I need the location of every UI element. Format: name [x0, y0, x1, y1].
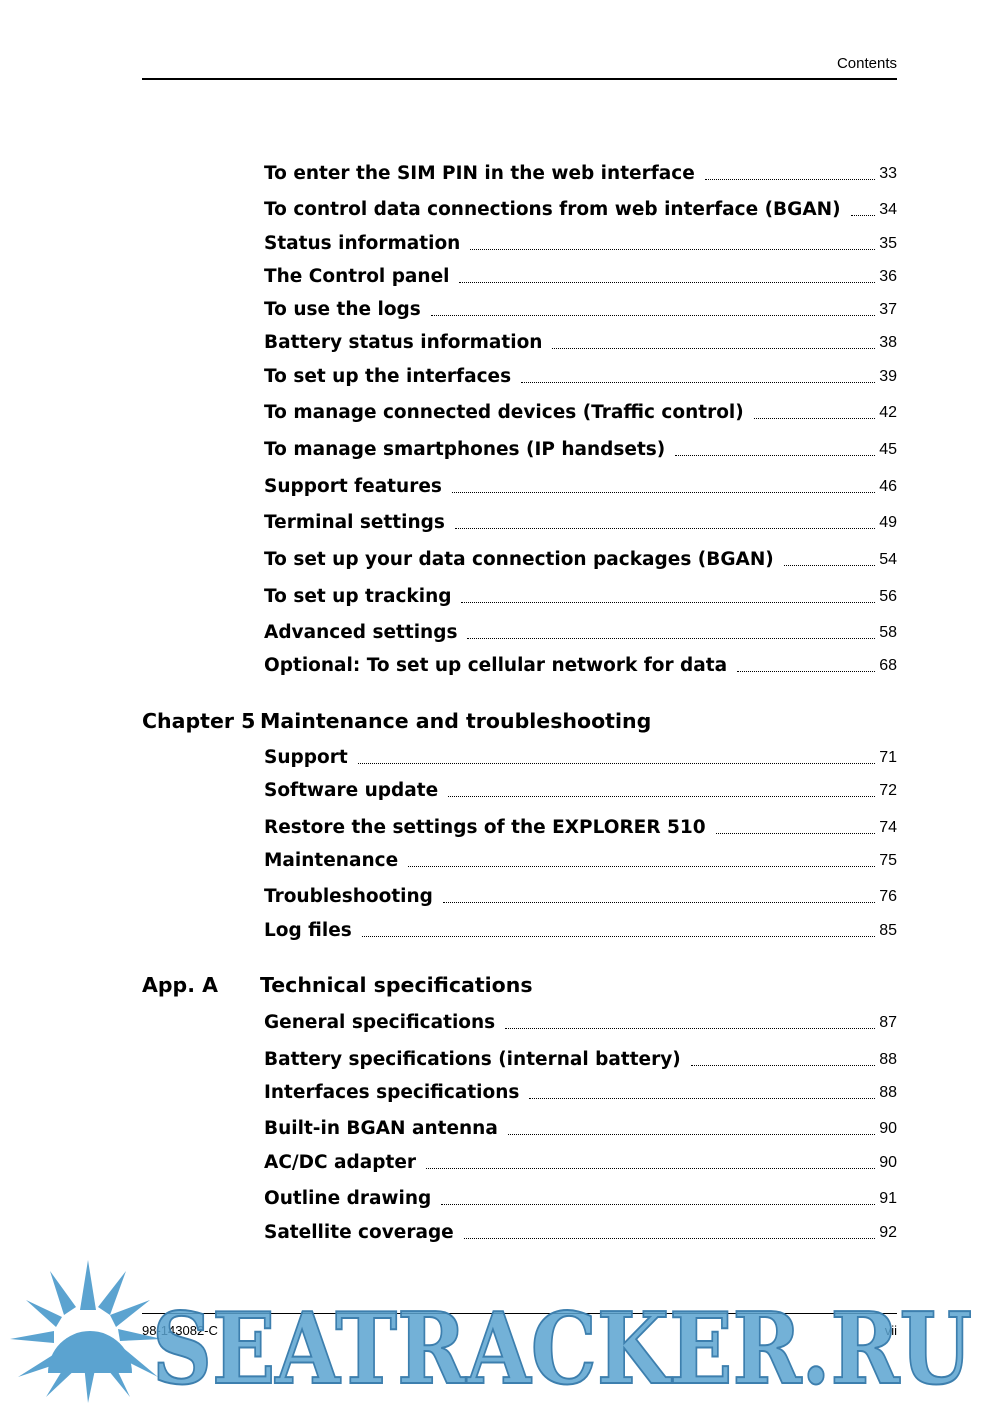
toc-entry-title: Support features [264, 476, 442, 497]
toc-entry-title: The Control panel [264, 266, 450, 287]
toc-entry-page: 49 [879, 514, 897, 531]
toc-entry-page: 74 [879, 819, 897, 836]
toc-entry-title: Built-in BGAN antenna [264, 1118, 498, 1139]
toc-leader-dots [470, 249, 875, 250]
toc-entry-title: Restore the settings of the EXPLORER 510 [264, 817, 706, 838]
toc-leader-dots [716, 833, 876, 834]
toc-entry-page: 46 [879, 478, 897, 495]
toc-leader-dots [737, 671, 875, 672]
toc-entry-page: 76 [879, 888, 897, 905]
toc-leader-dots [459, 282, 875, 283]
toc-entry-page: 35 [879, 235, 897, 252]
toc-leader-dots [464, 1238, 875, 1239]
toc-entry-page: 56 [879, 588, 897, 605]
chapter-label: Chapter 5 [142, 709, 256, 733]
toc-entry-title: Software update [264, 780, 439, 801]
toc-entry-page: 45 [879, 441, 897, 458]
toc-entry-title: To enter the SIM PIN in the web interface [264, 163, 695, 184]
toc-entry-title: AC/DC adapter [264, 1152, 416, 1173]
toc-entry-page: 37 [879, 301, 897, 318]
footer-doc-number: 98-143082-C [142, 1323, 218, 1338]
toc-entry-page: 91 [879, 1190, 897, 1207]
toc-entry[interactable] [264, 161, 897, 185]
toc-entry-title: To use the logs [264, 299, 421, 320]
toc-entry-page: 68 [879, 657, 897, 674]
toc-entry-page: 75 [879, 852, 897, 869]
toc-entry-page: 34 [879, 201, 897, 218]
watermark-logo [0, 1255, 991, 1403]
toc-entry-page: 71 [879, 749, 897, 766]
toc-entry-title: To set up tracking [264, 586, 452, 607]
toc-leader-dots [358, 763, 876, 764]
toc-entry[interactable] [264, 400, 897, 424]
toc-entry-page: 58 [879, 624, 897, 641]
toc-entry-title: Outline drawing [264, 1188, 432, 1209]
toc-leader-dots [455, 528, 875, 529]
toc-leader-dots [443, 902, 875, 903]
toc-leader-dots [784, 565, 875, 566]
toc-leader-dots [448, 796, 875, 797]
toc-entry-title: Log files [264, 920, 352, 941]
toc-entry-page: 87 [879, 1014, 897, 1031]
toc-entry-title: Maintenance [264, 850, 399, 871]
toc-entry-page: 72 [879, 782, 897, 799]
toc-entry-page: 42 [879, 404, 897, 421]
toc-entry[interactable] [264, 1116, 897, 1140]
toc-entry-title: To control data connections from web interface (BGAN) [264, 199, 841, 220]
toc-entry[interactable] [264, 231, 897, 255]
toc-entry[interactable] [264, 547, 897, 571]
toc-entry-page: 38 [879, 334, 897, 351]
footer-page-number: vii [884, 1323, 897, 1338]
toc-entry[interactable] [264, 364, 897, 388]
chapter-label: App. A [142, 973, 219, 997]
toc-entry-title: To manage connected devices (Traffic control) [264, 402, 744, 423]
toc-leader-dots [754, 418, 875, 419]
toc-entry[interactable] [264, 437, 897, 461]
toc-entry-title: Satellite coverage [264, 1222, 454, 1243]
chapter-title: Technical specifications [260, 973, 533, 997]
toc-entry-page: 39 [879, 368, 897, 385]
chapter-title: Maintenance and troubleshooting [260, 709, 652, 733]
toc-leader-dots [552, 348, 875, 349]
toc-entry-page: 54 [879, 551, 897, 568]
toc-entry[interactable] [264, 1186, 897, 1210]
toc-entry-page: 36 [879, 268, 897, 285]
toc-entry[interactable] [264, 510, 897, 534]
toc-leader-dots [521, 382, 875, 383]
toc-entry[interactable] [264, 330, 897, 354]
toc-entry-title: Troubleshooting [264, 886, 433, 907]
toc-entry-title: To set up your data connection packages (BGAN) [264, 549, 774, 570]
toc-entry[interactable] [264, 815, 897, 839]
toc-leader-dots [452, 492, 875, 493]
toc-entry[interactable] [264, 1150, 897, 1174]
toc-entry-title: General specifications [264, 1012, 496, 1033]
toc-entry-page: 88 [879, 1084, 897, 1101]
toc-entry-page: 85 [879, 922, 897, 939]
toc-entry-title: To manage smartphones (IP handsets) [264, 439, 666, 460]
toc-leader-dots [426, 1168, 875, 1169]
toc-entry[interactable] [264, 197, 897, 221]
toc-entry[interactable] [264, 1010, 897, 1034]
toc-leader-dots [441, 1204, 875, 1205]
toc-entry-page: 92 [879, 1224, 897, 1241]
toc-entry-title: Support [264, 747, 348, 768]
toc-leader-dots [505, 1028, 875, 1029]
toc-entry[interactable] [264, 264, 897, 288]
toc-entry-page: 90 [879, 1120, 897, 1137]
toc-leader-dots [691, 1065, 875, 1066]
toc-entry-title: Status information [264, 233, 461, 254]
toc-entry[interactable] [264, 1047, 897, 1071]
toc-entry[interactable] [264, 584, 897, 608]
toc-entry[interactable] [264, 778, 897, 802]
toc-leader-dots [467, 638, 875, 639]
toc-entry-title: Advanced settings [264, 622, 458, 643]
header-rule [142, 78, 897, 80]
toc-entry-title: To set up the interfaces [264, 366, 512, 387]
toc-entry[interactable] [264, 884, 897, 908]
toc-leader-dots [675, 455, 875, 456]
toc-leader-dots [705, 179, 875, 180]
toc-leader-dots [362, 936, 875, 937]
toc-entry-title: Interfaces specifications [264, 1082, 520, 1103]
toc-entry[interactable] [264, 297, 897, 321]
toc-leader-dots [529, 1098, 875, 1099]
sunburst-icon [10, 1260, 162, 1403]
toc-entry-page: 88 [879, 1051, 897, 1068]
toc-entry[interactable] [264, 1220, 897, 1244]
toc-leader-dots [851, 215, 876, 216]
toc-entry[interactable] [264, 918, 897, 942]
toc-entry[interactable] [264, 745, 897, 769]
watermark-text: SEATRACKER.RU [152, 1292, 972, 1403]
toc-entry-page: 33 [879, 165, 897, 182]
toc-entry-title: Terminal settings [264, 512, 445, 533]
toc-leader-dots [431, 315, 875, 316]
toc-entry-title: Battery status information [264, 332, 543, 353]
toc-entry[interactable] [264, 474, 897, 498]
toc-entry[interactable] [264, 1080, 897, 1104]
toc-entry[interactable] [264, 848, 897, 872]
toc-leader-dots [508, 1134, 875, 1135]
toc-entry-page: 90 [879, 1154, 897, 1171]
toc-leader-dots [461, 602, 875, 603]
toc-entry[interactable] [264, 620, 897, 644]
toc-entry-title: Battery specifications (internal battery) [264, 1049, 681, 1070]
running-header: Contents [836, 55, 897, 72]
toc-entry[interactable] [264, 653, 897, 677]
toc-entry-title: Optional: To set up cellular network for data [264, 655, 728, 676]
toc-leader-dots [408, 866, 875, 867]
